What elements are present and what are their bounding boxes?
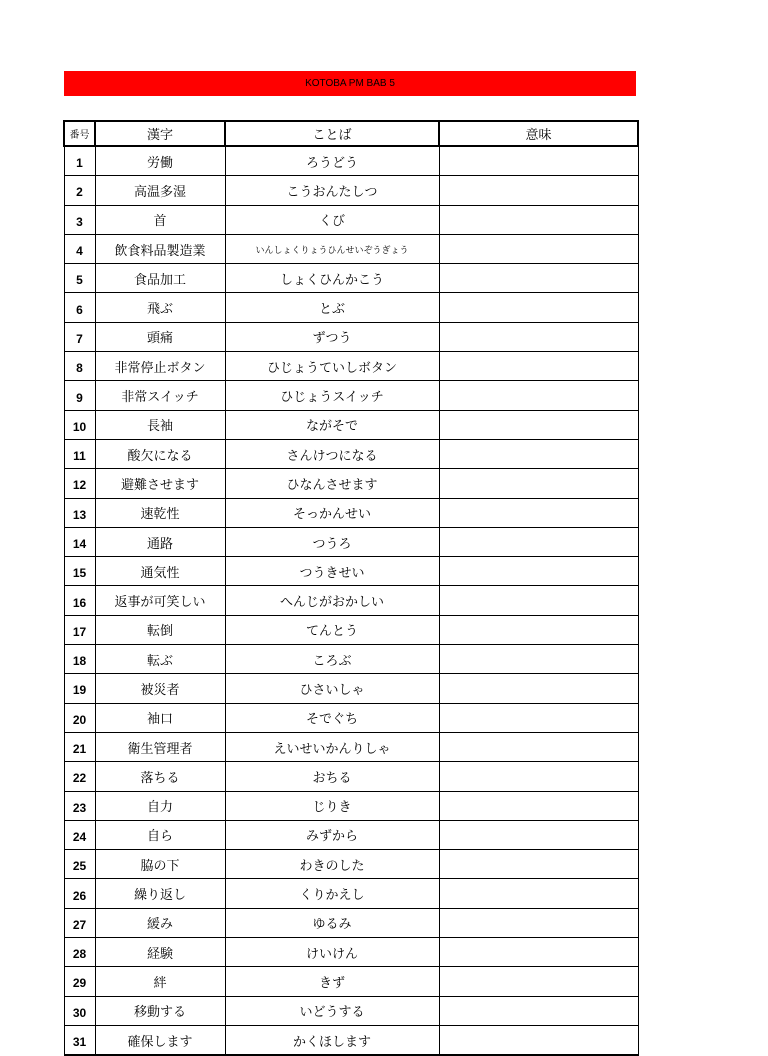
table-row [64, 322, 638, 351]
kotoba-cell: わきのした [225, 850, 439, 879]
kanji-cell: 通路 [95, 527, 225, 556]
kanji-cell: 非常スイッチ [95, 381, 225, 410]
row-number: 23 [64, 791, 95, 820]
row-number: 21 [64, 732, 95, 761]
meaning-cell [439, 703, 638, 732]
header-kanji: 漢字 [95, 121, 225, 146]
meaning-cell [439, 908, 638, 937]
kotoba-cell: こうおんたしつ [225, 176, 439, 205]
kotoba-cell: ながそで [225, 410, 439, 439]
row-number: 17 [64, 615, 95, 644]
meaning-cell [439, 469, 638, 498]
meaning-cell [439, 234, 638, 263]
table-row [64, 1025, 638, 1055]
table-row [64, 498, 638, 527]
row-number: 18 [64, 645, 95, 674]
table-header-row [64, 121, 638, 146]
table-row [64, 293, 638, 322]
table-row [64, 469, 638, 498]
row-number: 5 [64, 264, 95, 293]
row-number: 22 [64, 762, 95, 791]
row-number: 20 [64, 703, 95, 732]
meaning-cell [439, 732, 638, 761]
row-number: 15 [64, 557, 95, 586]
table-row [64, 967, 638, 996]
table-row [64, 557, 638, 586]
kotoba-cell: けいけん [225, 938, 439, 967]
table-row [64, 674, 638, 703]
table-row [64, 645, 638, 674]
table-row [64, 908, 638, 937]
kanji-cell: 首 [95, 205, 225, 234]
kanji-cell: 避難させます [95, 469, 225, 498]
table-row [64, 176, 638, 205]
meaning-cell [439, 996, 638, 1025]
kanji-cell: 被災者 [95, 674, 225, 703]
kanji-cell: 転ぶ [95, 645, 225, 674]
kotoba-cell: いんしょくりょうひんせいぞうぎょう [225, 234, 439, 263]
kanji-cell: 絆 [95, 967, 225, 996]
kanji-cell: 長袖 [95, 410, 225, 439]
kotoba-cell: おちる [225, 762, 439, 791]
meaning-cell [439, 791, 638, 820]
meaning-cell [439, 820, 638, 849]
kanji-cell: 速乾性 [95, 498, 225, 527]
kanji-cell: 袖口 [95, 703, 225, 732]
table-row [64, 762, 638, 791]
meaning-cell [439, 527, 638, 556]
kanji-cell: 緩み [95, 908, 225, 937]
kanji-cell: 自ら [95, 820, 225, 849]
kotoba-cell: とぶ [225, 293, 439, 322]
row-number: 16 [64, 586, 95, 615]
kotoba-cell: ひじょうスイッチ [225, 381, 439, 410]
row-number: 8 [64, 352, 95, 381]
row-number: 6 [64, 293, 95, 322]
row-number: 26 [64, 879, 95, 908]
kotoba-cell: ひさいしゃ [225, 674, 439, 703]
kanji-cell: 飛ぶ [95, 293, 225, 322]
kanji-cell: 非常停止ボタン [95, 352, 225, 381]
document-title [64, 71, 636, 96]
row-number: 13 [64, 498, 95, 527]
kotoba-cell: ひじょうていしボタン [225, 352, 439, 381]
table-row [64, 703, 638, 732]
kanji-cell: 移動する [95, 996, 225, 1025]
kanji-cell: 衛生管理者 [95, 732, 225, 761]
kotoba-cell: ろうどう [225, 146, 439, 176]
row-number: 28 [64, 938, 95, 967]
kanji-cell: 酸欠になる [95, 439, 225, 468]
kotoba-cell: そっかんせい [225, 498, 439, 527]
kanji-cell: 自力 [95, 791, 225, 820]
meaning-cell [439, 586, 638, 615]
table-row [64, 996, 638, 1025]
meaning-cell [439, 352, 638, 381]
meaning-cell [439, 322, 638, 351]
meaning-cell [439, 938, 638, 967]
row-number: 3 [64, 205, 95, 234]
meaning-cell [439, 176, 638, 205]
meaning-cell [439, 498, 638, 527]
table-row [64, 352, 638, 381]
kanji-cell: 食品加工 [95, 264, 225, 293]
meaning-cell [439, 439, 638, 468]
kotoba-cell: じりき [225, 791, 439, 820]
header-meaning: 意味 [439, 121, 638, 146]
kotoba-cell: ずつう [225, 322, 439, 351]
meaning-cell [439, 615, 638, 644]
meaning-cell [439, 879, 638, 908]
kanji-cell: 返事が可笑しい [95, 586, 225, 615]
row-number: 25 [64, 850, 95, 879]
table-row [64, 879, 638, 908]
table-row [64, 850, 638, 879]
kanji-cell: 確保します [95, 1025, 225, 1055]
kotoba-cell: てんとう [225, 615, 439, 644]
row-number: 29 [64, 967, 95, 996]
row-number: 9 [64, 381, 95, 410]
meaning-cell [439, 146, 638, 176]
kanji-cell: 通気性 [95, 557, 225, 586]
row-number: 12 [64, 469, 95, 498]
row-number: 7 [64, 322, 95, 351]
kotoba-cell: つうきせい [225, 557, 439, 586]
meaning-cell [439, 850, 638, 879]
meaning-cell [439, 1025, 638, 1055]
kanji-cell: 落ちる [95, 762, 225, 791]
meaning-cell [439, 967, 638, 996]
table-row [64, 586, 638, 615]
kotoba-cell: へんじがおかしい [225, 586, 439, 615]
row-number: 24 [64, 820, 95, 849]
row-number: 4 [64, 234, 95, 263]
kotoba-cell: きず [225, 967, 439, 996]
row-number: 30 [64, 996, 95, 1025]
table-row [64, 527, 638, 556]
row-number: 27 [64, 908, 95, 937]
kotoba-cell: ひなんさせます [225, 469, 439, 498]
table-row [64, 146, 638, 176]
kotoba-cell: ゆるみ [225, 908, 439, 937]
meaning-cell [439, 205, 638, 234]
kanji-cell: 繰り返し [95, 879, 225, 908]
table-row [64, 205, 638, 234]
table-row [64, 615, 638, 644]
meaning-cell [439, 645, 638, 674]
kotoba-cell: さんけつになる [225, 439, 439, 468]
meaning-cell [439, 410, 638, 439]
meaning-cell [439, 264, 638, 293]
vocabulary-rows [64, 146, 638, 1055]
table-row [64, 791, 638, 820]
table-row [64, 820, 638, 849]
kanji-cell: 頭痛 [95, 322, 225, 351]
table-row [64, 439, 638, 468]
header-kotoba: ことば [225, 121, 439, 146]
row-number: 10 [64, 410, 95, 439]
table-row [64, 264, 638, 293]
meaning-cell [439, 762, 638, 791]
header-number: 番号 [64, 121, 95, 146]
kotoba-cell: そでぐち [225, 703, 439, 732]
kotoba-cell: つうろ [225, 527, 439, 556]
kanji-cell: 労働 [95, 146, 225, 176]
document-title-text: KOTOBA PM BAB 5 [305, 78, 395, 89]
kotoba-cell: くりかえし [225, 879, 439, 908]
table-row [64, 234, 638, 263]
kotoba-cell: みずから [225, 820, 439, 849]
meaning-cell [439, 557, 638, 586]
kotoba-cell: いどうする [225, 996, 439, 1025]
row-number: 19 [64, 674, 95, 703]
row-number: 1 [64, 146, 95, 176]
kotoba-cell: かくほします [225, 1025, 439, 1055]
kotoba-cell: ころぶ [225, 645, 439, 674]
kanji-cell: 脇の下 [95, 850, 225, 879]
meaning-cell [439, 674, 638, 703]
table-row [64, 381, 638, 410]
row-number: 11 [64, 439, 95, 468]
kanji-cell: 転倒 [95, 615, 225, 644]
meaning-cell [439, 381, 638, 410]
row-number: 2 [64, 176, 95, 205]
kanji-cell: 経験 [95, 938, 225, 967]
kanji-cell: 高温多湿 [95, 176, 225, 205]
meaning-cell [439, 293, 638, 322]
table-row [64, 410, 638, 439]
kotoba-cell: えいせいかんりしゃ [225, 732, 439, 761]
vocabulary-table [63, 120, 639, 1056]
kotoba-cell: しょくひんかこう [225, 264, 439, 293]
row-number: 14 [64, 527, 95, 556]
kotoba-cell: くび [225, 205, 439, 234]
table-row [64, 732, 638, 761]
kanji-cell: 飲食料品製造業 [95, 234, 225, 263]
table-row [64, 938, 638, 967]
row-number: 31 [64, 1025, 95, 1055]
